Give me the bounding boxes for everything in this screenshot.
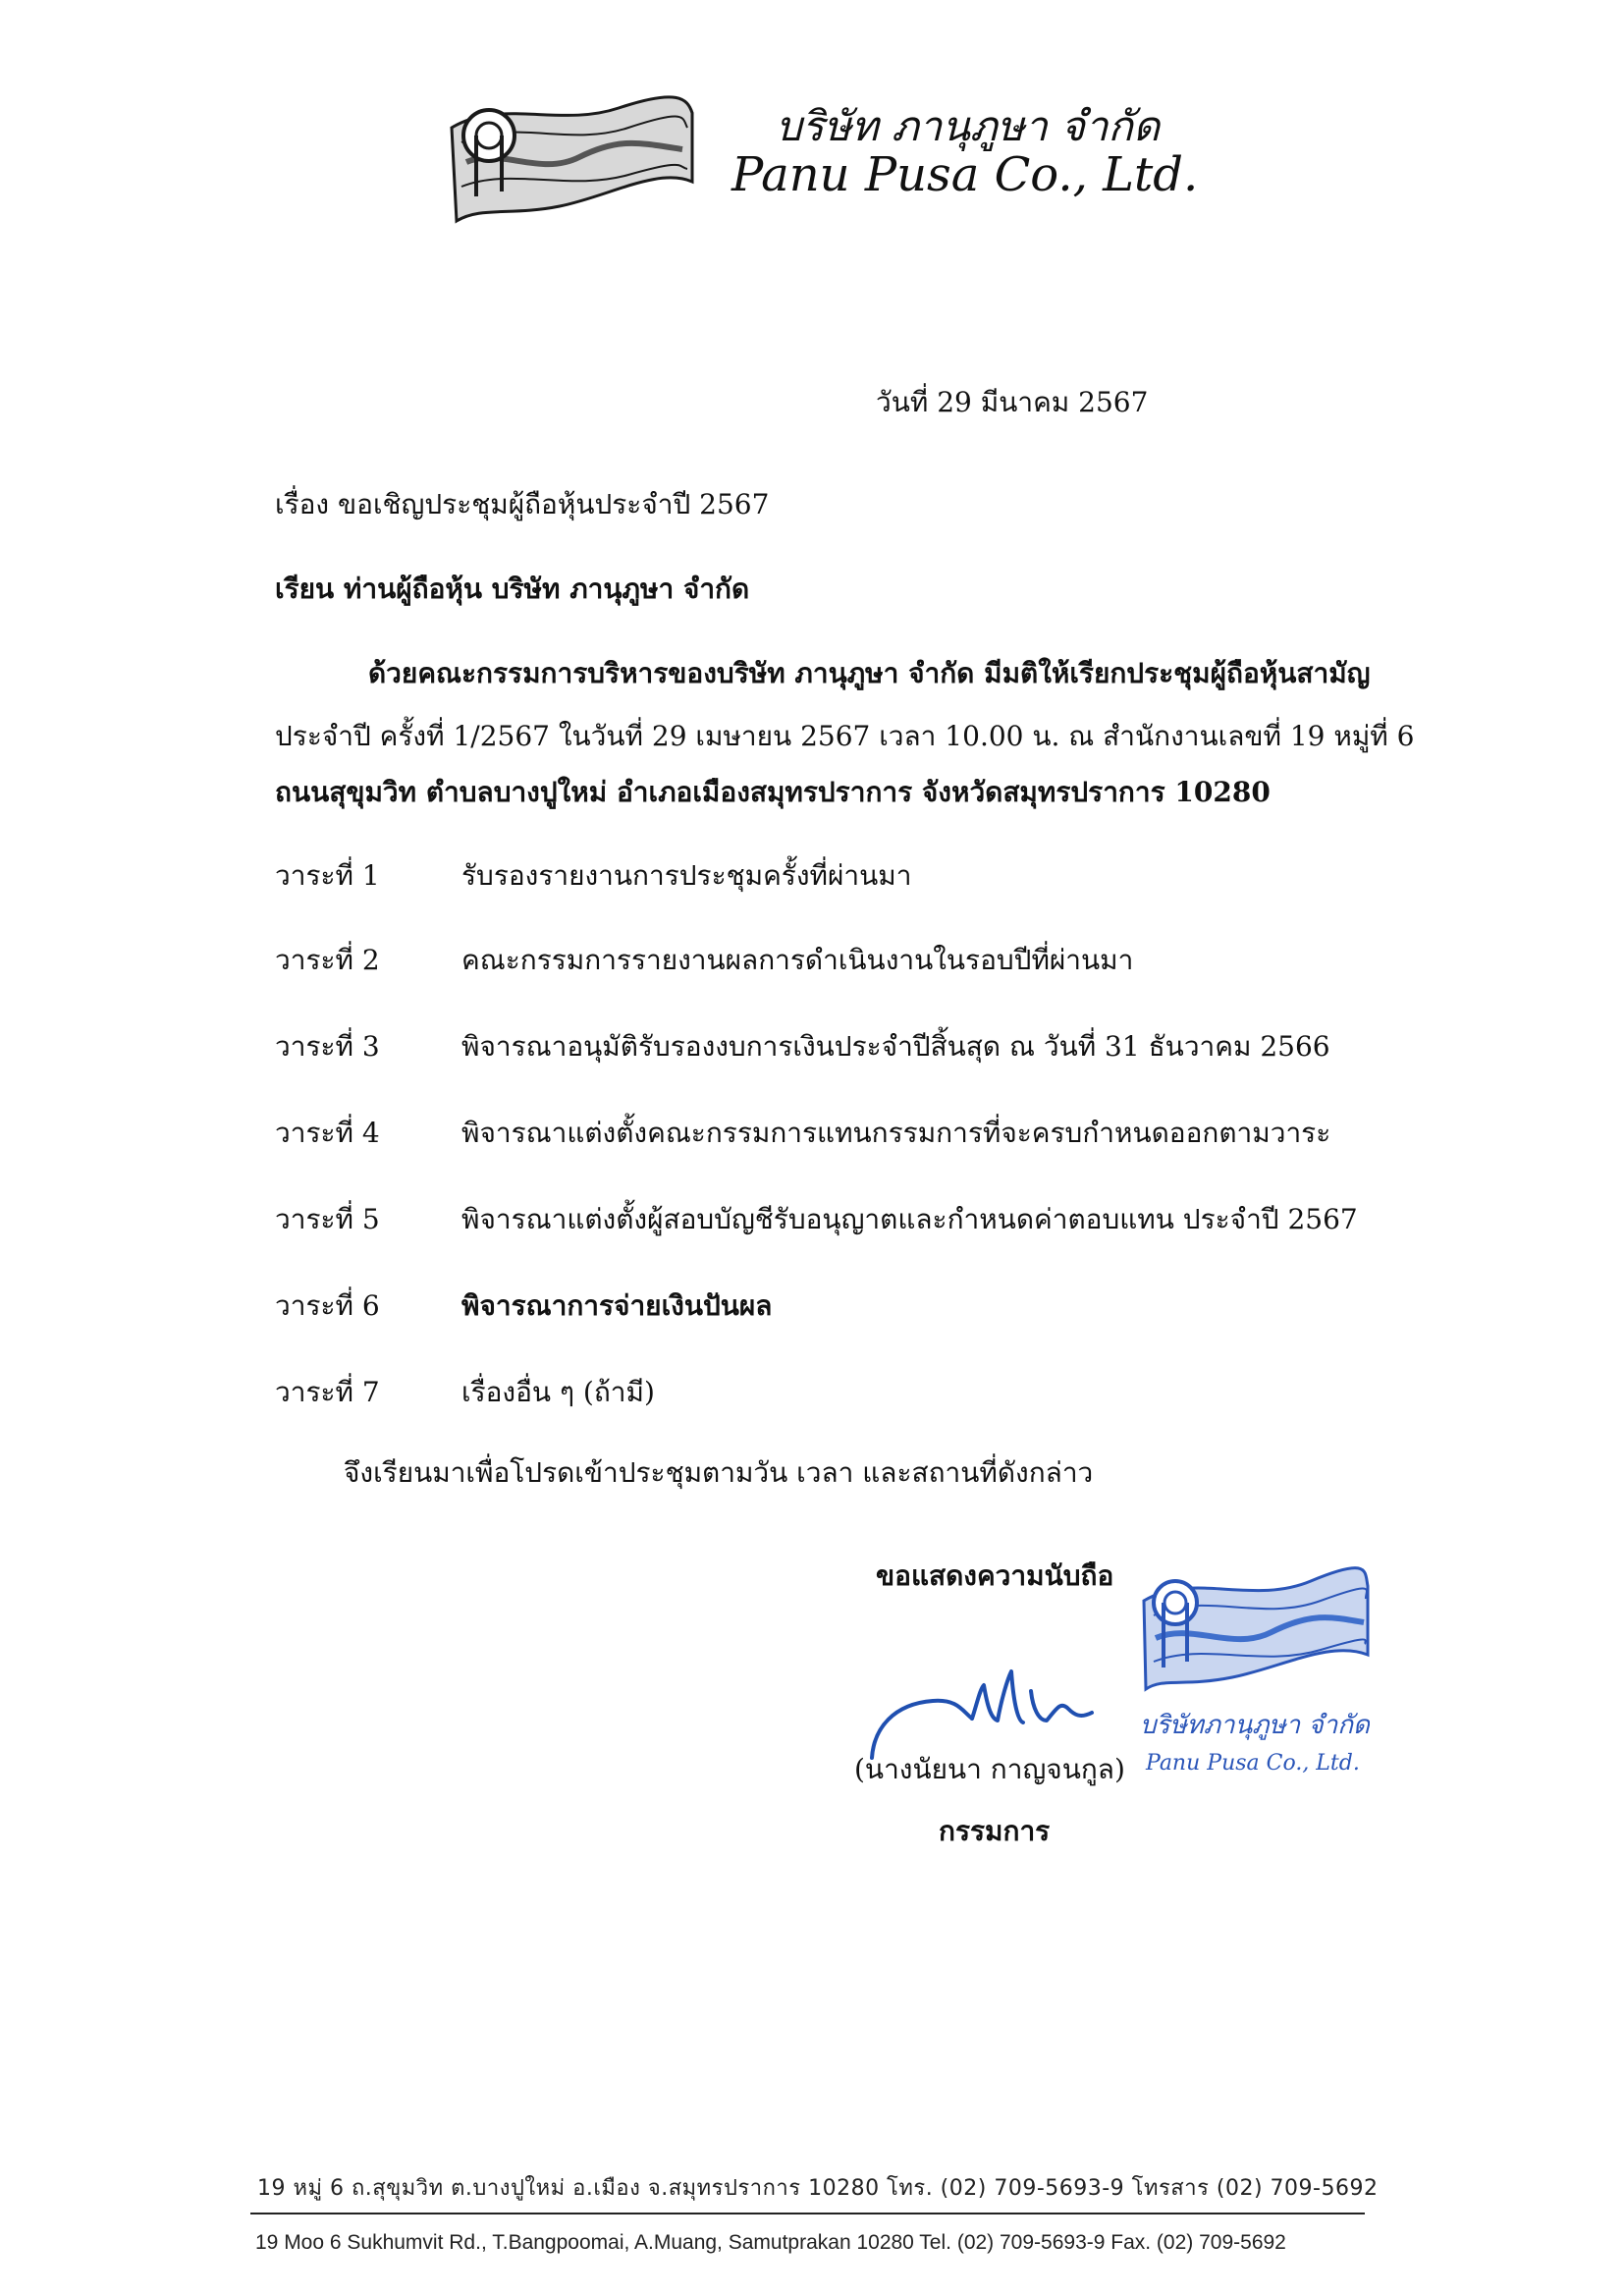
body-line-2: ประจำปี ครั้งที่ 1/2567 ในวันที่ 29 เมษายน 2567 เวลา 10.00 น. ณ สำนักงานเลขที่ 19 หมู่ที่ 6 xyxy=(275,720,1415,752)
closing-sentence: จึงเรียนมาเพื่อโปรดเข้าประชุมตามวัน เวลา และสถานที่ดังกล่าว xyxy=(344,1456,1094,1489)
signer-position: กรรมการ xyxy=(939,1815,1051,1847)
scroll-ribbon-logo-icon xyxy=(442,88,697,236)
footer-address-thai: 19 หมู่ 6 ถ.สุขุมวิท ต.บางปูใหม่ อ.เมือง จ.สมุทรปราการ 10280 โทร. (02) 709-5693-9 โทรสาร (02) 709-5692 xyxy=(257,2176,1379,2201)
agenda-label-1: วาระที่ 1 xyxy=(275,859,380,892)
body-line-1: ด้วยคณะกรรมการบริหารของบริษัท ภานุภูษา จำกัด มีมติให้เรียกประชุมผู้ถือหุ้นสามัญ xyxy=(368,657,1371,689)
agenda-label-6: วาระที่ 6 xyxy=(275,1289,380,1322)
agenda-label-7: วาระที่ 7 xyxy=(275,1376,380,1408)
agenda-label-5: วาระที่ 5 xyxy=(275,1203,380,1235)
letter-subject: เรื่อง ขอเชิญประชุมผู้ถือหุ้นประจำปี 2567 xyxy=(275,488,770,520)
letter-date: วันที่ 29 มีนาคม 2567 xyxy=(876,386,1149,418)
company-seal-stamp-icon xyxy=(1134,1552,1370,1787)
company-name-english: Panu Pusa Co., Ltd. xyxy=(731,147,1199,202)
footer-address-english: 19 Moo 6 Sukhumvit Rd., T.Bangpoomai, A.Muang, Samutprakan 10280 Tel. (02) 709-5693-9 Fax. (02) 709-5692 xyxy=(255,2231,1286,2254)
agenda-item-3: พิจารณาอนุมัติรับรองงบการเงินประจำปีสิ้นสุด ณ วันที่ 31 ธันวาคม 2566 xyxy=(461,1030,1330,1063)
company-name-thai: บริษัท ภานุภูษา จำกัด xyxy=(776,102,1161,150)
seal-text-english: Panu Pusa Co., Ltd. xyxy=(1146,1751,1360,1776)
agenda-item-1: รับรองรายงานการประชุมครั้งที่ผ่านมา xyxy=(461,859,912,892)
agenda-item-2: คณะกรรมการรายงานผลการดำเนินงานในรอบปีที่ผ่านมา xyxy=(461,944,1134,976)
letter-salutation: เรียน ท่านผู้ถือหุ้น บริษัท ภานุภูษา จำกัด xyxy=(275,573,750,605)
seal-text-thai: บริษัทภานุภูษา จำกัด xyxy=(1140,1711,1370,1740)
agenda-label-4: วาระที่ 4 xyxy=(275,1117,380,1149)
body-line-3: ถนนสุขุมวิท ตำบลบางปูใหม่ อำเภอเมืองสมุทรปราการ จังหวัดสมุทรปราการ 10280 xyxy=(275,776,1271,808)
agenda-label-2: วาระที่ 2 xyxy=(275,944,380,976)
agenda-item-5: พิจารณาแต่งตั้งผู้สอบบัญชีรับอนุญาตและกำหนดค่าตอบแทน ประจำปี 2567 xyxy=(461,1203,1358,1235)
signer-name: (นางนัยนา กาญจนกูล) xyxy=(854,1753,1125,1785)
agenda-item-4: พิจารณาแต่งตั้งคณะกรรมการแทนกรรมการที่จะครบกำหนดออกตามวาระ xyxy=(461,1117,1331,1149)
footer-divider xyxy=(250,2213,1365,2214)
agenda-item-7: เรื่องอื่น ๆ (ถ้ามี) xyxy=(461,1376,655,1408)
regards-text: ขอแสดงความนับถือ xyxy=(876,1559,1114,1592)
agenda-item-6: พิจารณาการจ่ายเงินปันผล xyxy=(461,1289,773,1322)
agenda-label-3: วาระที่ 3 xyxy=(275,1030,380,1063)
